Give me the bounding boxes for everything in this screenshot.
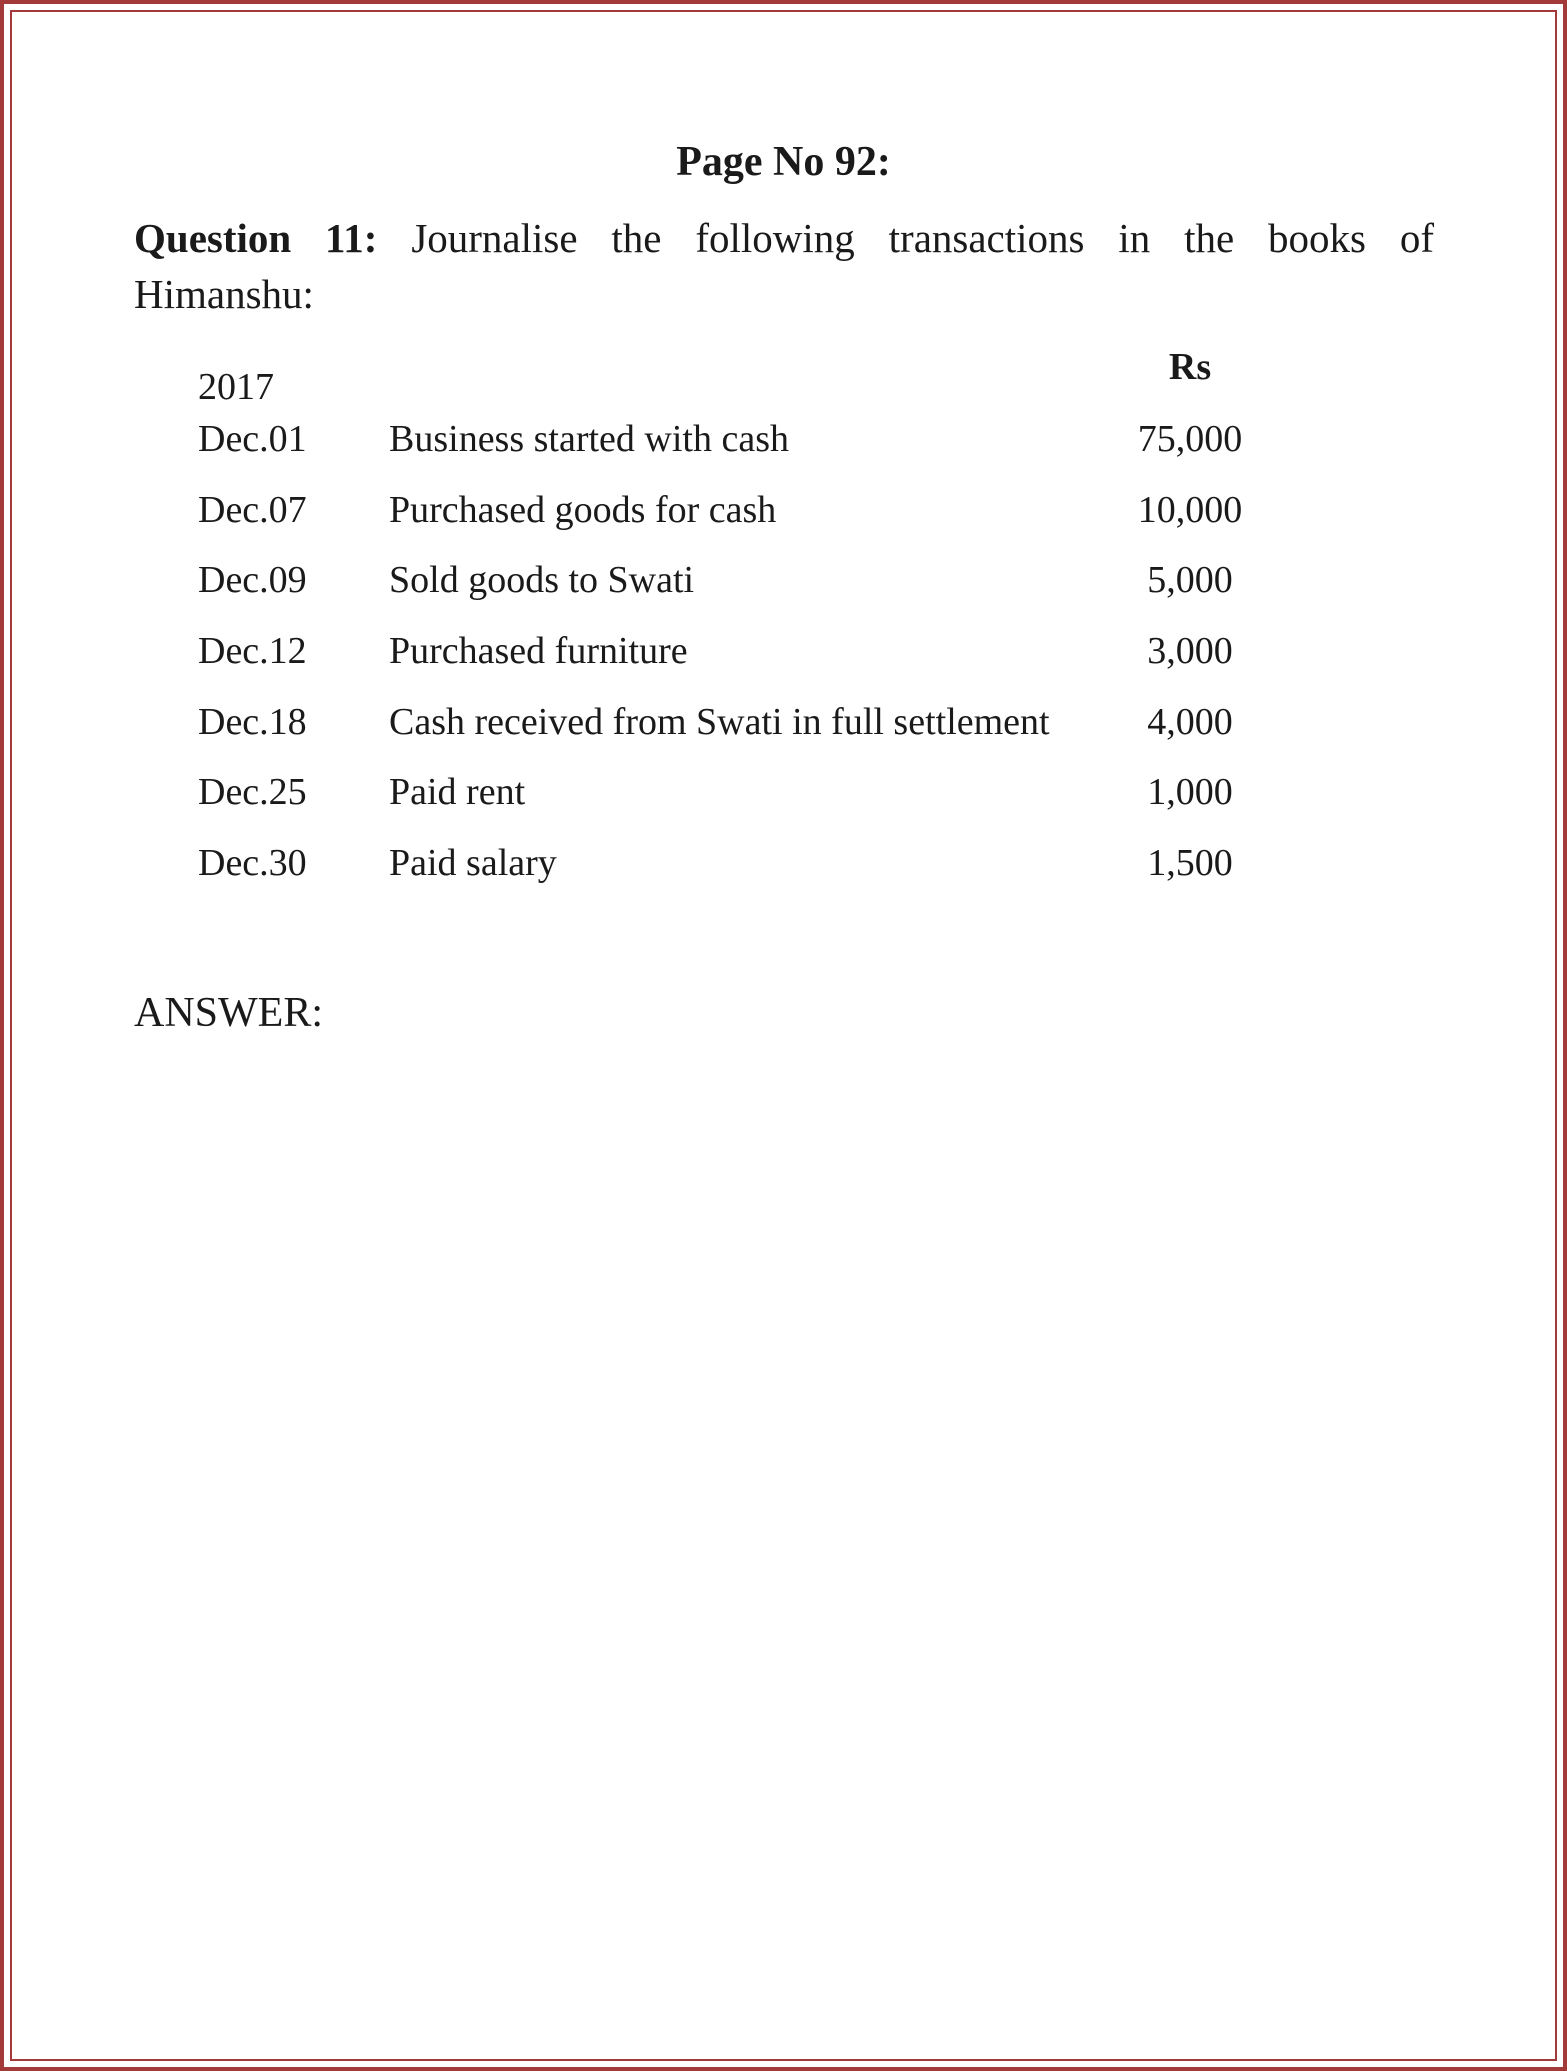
- answer-label: ANSWER:: [134, 990, 323, 1036]
- transaction-amount: 3,000: [1147, 630, 1233, 672]
- question-text-continued: Himanshu:: [134, 271, 314, 317]
- transaction-date: Dec.18: [198, 701, 307, 743]
- transaction-date: Dec.01: [198, 418, 307, 460]
- transaction-date: Dec.25: [198, 771, 307, 813]
- question-text: Journalise the following transactions in the books of: [411, 215, 1435, 261]
- page-heading: Page No 92:: [676, 139, 891, 185]
- transaction-amount: 1,500: [1147, 842, 1233, 884]
- transaction-date: Dec.12: [198, 630, 307, 672]
- transaction-amount: 75,000: [1137, 418, 1243, 460]
- transaction-amount: 4,000: [1147, 701, 1233, 743]
- transaction-row: [0, 697, 1567, 767]
- transaction-date: Dec.30: [198, 842, 307, 884]
- year-label: 2017: [198, 366, 274, 408]
- transaction-description: Sold goods to Swati: [389, 559, 695, 601]
- transaction-date: Dec.07: [198, 489, 307, 531]
- transaction-amount: 1,000: [1147, 771, 1233, 813]
- transaction-amount: 5,000: [1147, 559, 1233, 601]
- transaction-date: Dec.09: [198, 559, 307, 601]
- transaction-amount: 10,000: [1137, 489, 1243, 531]
- transaction-row: [0, 414, 1567, 484]
- transaction-row: [0, 767, 1567, 837]
- transaction-row: [0, 485, 1567, 555]
- amount-column-header: Rs: [1168, 346, 1212, 388]
- transaction-description: Paid rent: [389, 771, 526, 813]
- question-line-1: [134, 210, 1434, 266]
- question-label: Question 11:: [134, 215, 378, 261]
- transaction-description: Purchased furniture: [389, 630, 688, 672]
- transaction-row: [0, 626, 1567, 696]
- transaction-description: Cash received from Swati in full settlement: [389, 701, 1050, 743]
- transaction-row: [0, 555, 1567, 625]
- transaction-description: Business started with cash: [389, 418, 790, 460]
- transaction-description: Paid salary: [389, 842, 557, 884]
- question-block: [134, 210, 1434, 322]
- transaction-row: [0, 838, 1567, 908]
- transaction-description: Purchased goods for cash: [389, 489, 777, 531]
